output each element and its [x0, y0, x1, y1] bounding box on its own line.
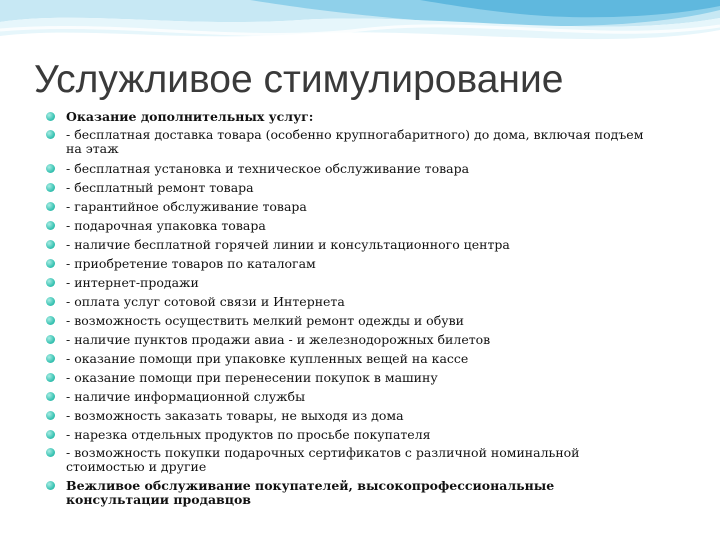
teal-dot-icon [46, 183, 55, 192]
bullet-item [46, 273, 654, 292]
bullet-item [46, 406, 654, 425]
bullet-item [46, 349, 654, 368]
teal-dot-icon [46, 411, 55, 420]
bullet-item [46, 126, 654, 159]
teal-dot-icon [46, 202, 55, 211]
bullet-text: - возможность заказать товары, не выходя из дома [66, 408, 404, 423]
bullet-item [46, 387, 654, 406]
bullet-text: - бесплатная доставка товара (особенно крупногабаритного) до дома, включая подъем на этаж [66, 127, 644, 156]
teal-dot-icon [46, 259, 55, 268]
bullet-text: - наличие бесплатной горячей линии и консультационного центра [66, 237, 510, 252]
bullet-text: - наличие пунктов продажи авиа - и железнодорожных билетов [66, 332, 491, 347]
bullet-item [46, 254, 654, 273]
bullet-item [46, 425, 654, 444]
bullet-text: - бесплатный ремонт товара [66, 180, 254, 195]
bullet-item [46, 216, 654, 235]
bullet-item [46, 477, 654, 510]
teal-dot-icon [46, 130, 55, 139]
teal-dot-icon [46, 448, 55, 457]
teal-dot-icon [46, 164, 55, 173]
teal-dot-icon [46, 373, 55, 382]
bullet-list [46, 107, 654, 510]
bullet-text: - нарезка отдельных продуктов по просьбе покупателя [66, 427, 431, 442]
bullet-text: - бесплатная установка и техническое обслуживание товара [66, 161, 470, 176]
teal-dot-icon [46, 297, 55, 306]
bullet-text: - наличие информационной службы [66, 389, 306, 404]
teal-dot-icon [46, 221, 55, 230]
bullet-text: Вежливое обслуживание покупателей, высокопрофессиональные консультации продавцов [66, 478, 555, 507]
bullet-text: - возможность покупки подарочных сертификатов с различной номинальной стоимостью и другие [66, 445, 580, 474]
bullet-item [46, 368, 654, 387]
bullet-item [46, 197, 654, 216]
teal-dot-icon [46, 112, 55, 121]
teal-dot-icon [46, 240, 55, 249]
bullet-item [46, 311, 654, 330]
bullet-item [46, 159, 654, 178]
bullet-text: - возможность осуществить мелкий ремонт одежды и обуви [66, 313, 464, 328]
bullet-text: - гарантийное обслуживание товара [66, 199, 307, 214]
bullet-item [46, 107, 654, 126]
teal-dot-icon [46, 392, 55, 401]
teal-dot-icon [46, 278, 55, 287]
bullet-text: - оказание помощи при упаковке купленных вещей на кассе [66, 351, 469, 366]
slide-title: Услужливое стимулирование [34, 58, 564, 101]
bullet-text: - подарочная упаковка товара [66, 218, 266, 233]
bullet-item [46, 178, 654, 197]
bullet-item [46, 292, 654, 311]
bullet-item [46, 235, 654, 254]
teal-dot-icon [46, 335, 55, 344]
teal-dot-icon [46, 430, 55, 439]
bullet-item [46, 330, 654, 349]
bullet-text: - оказание помощи при перенесении покупок в машину [66, 370, 438, 385]
bullet-text: - оплата услуг сотовой связи и Интернета [66, 294, 345, 309]
teal-dot-icon [46, 354, 55, 363]
bullet-text: Оказание дополнительных услуг: [66, 109, 314, 124]
bullet-text: - приобретение товаров по каталогам [66, 256, 316, 271]
bullet-item [46, 444, 654, 477]
teal-dot-icon [46, 316, 55, 325]
bullet-text: - интернет-продажи [66, 275, 199, 290]
teal-dot-icon [46, 481, 55, 490]
